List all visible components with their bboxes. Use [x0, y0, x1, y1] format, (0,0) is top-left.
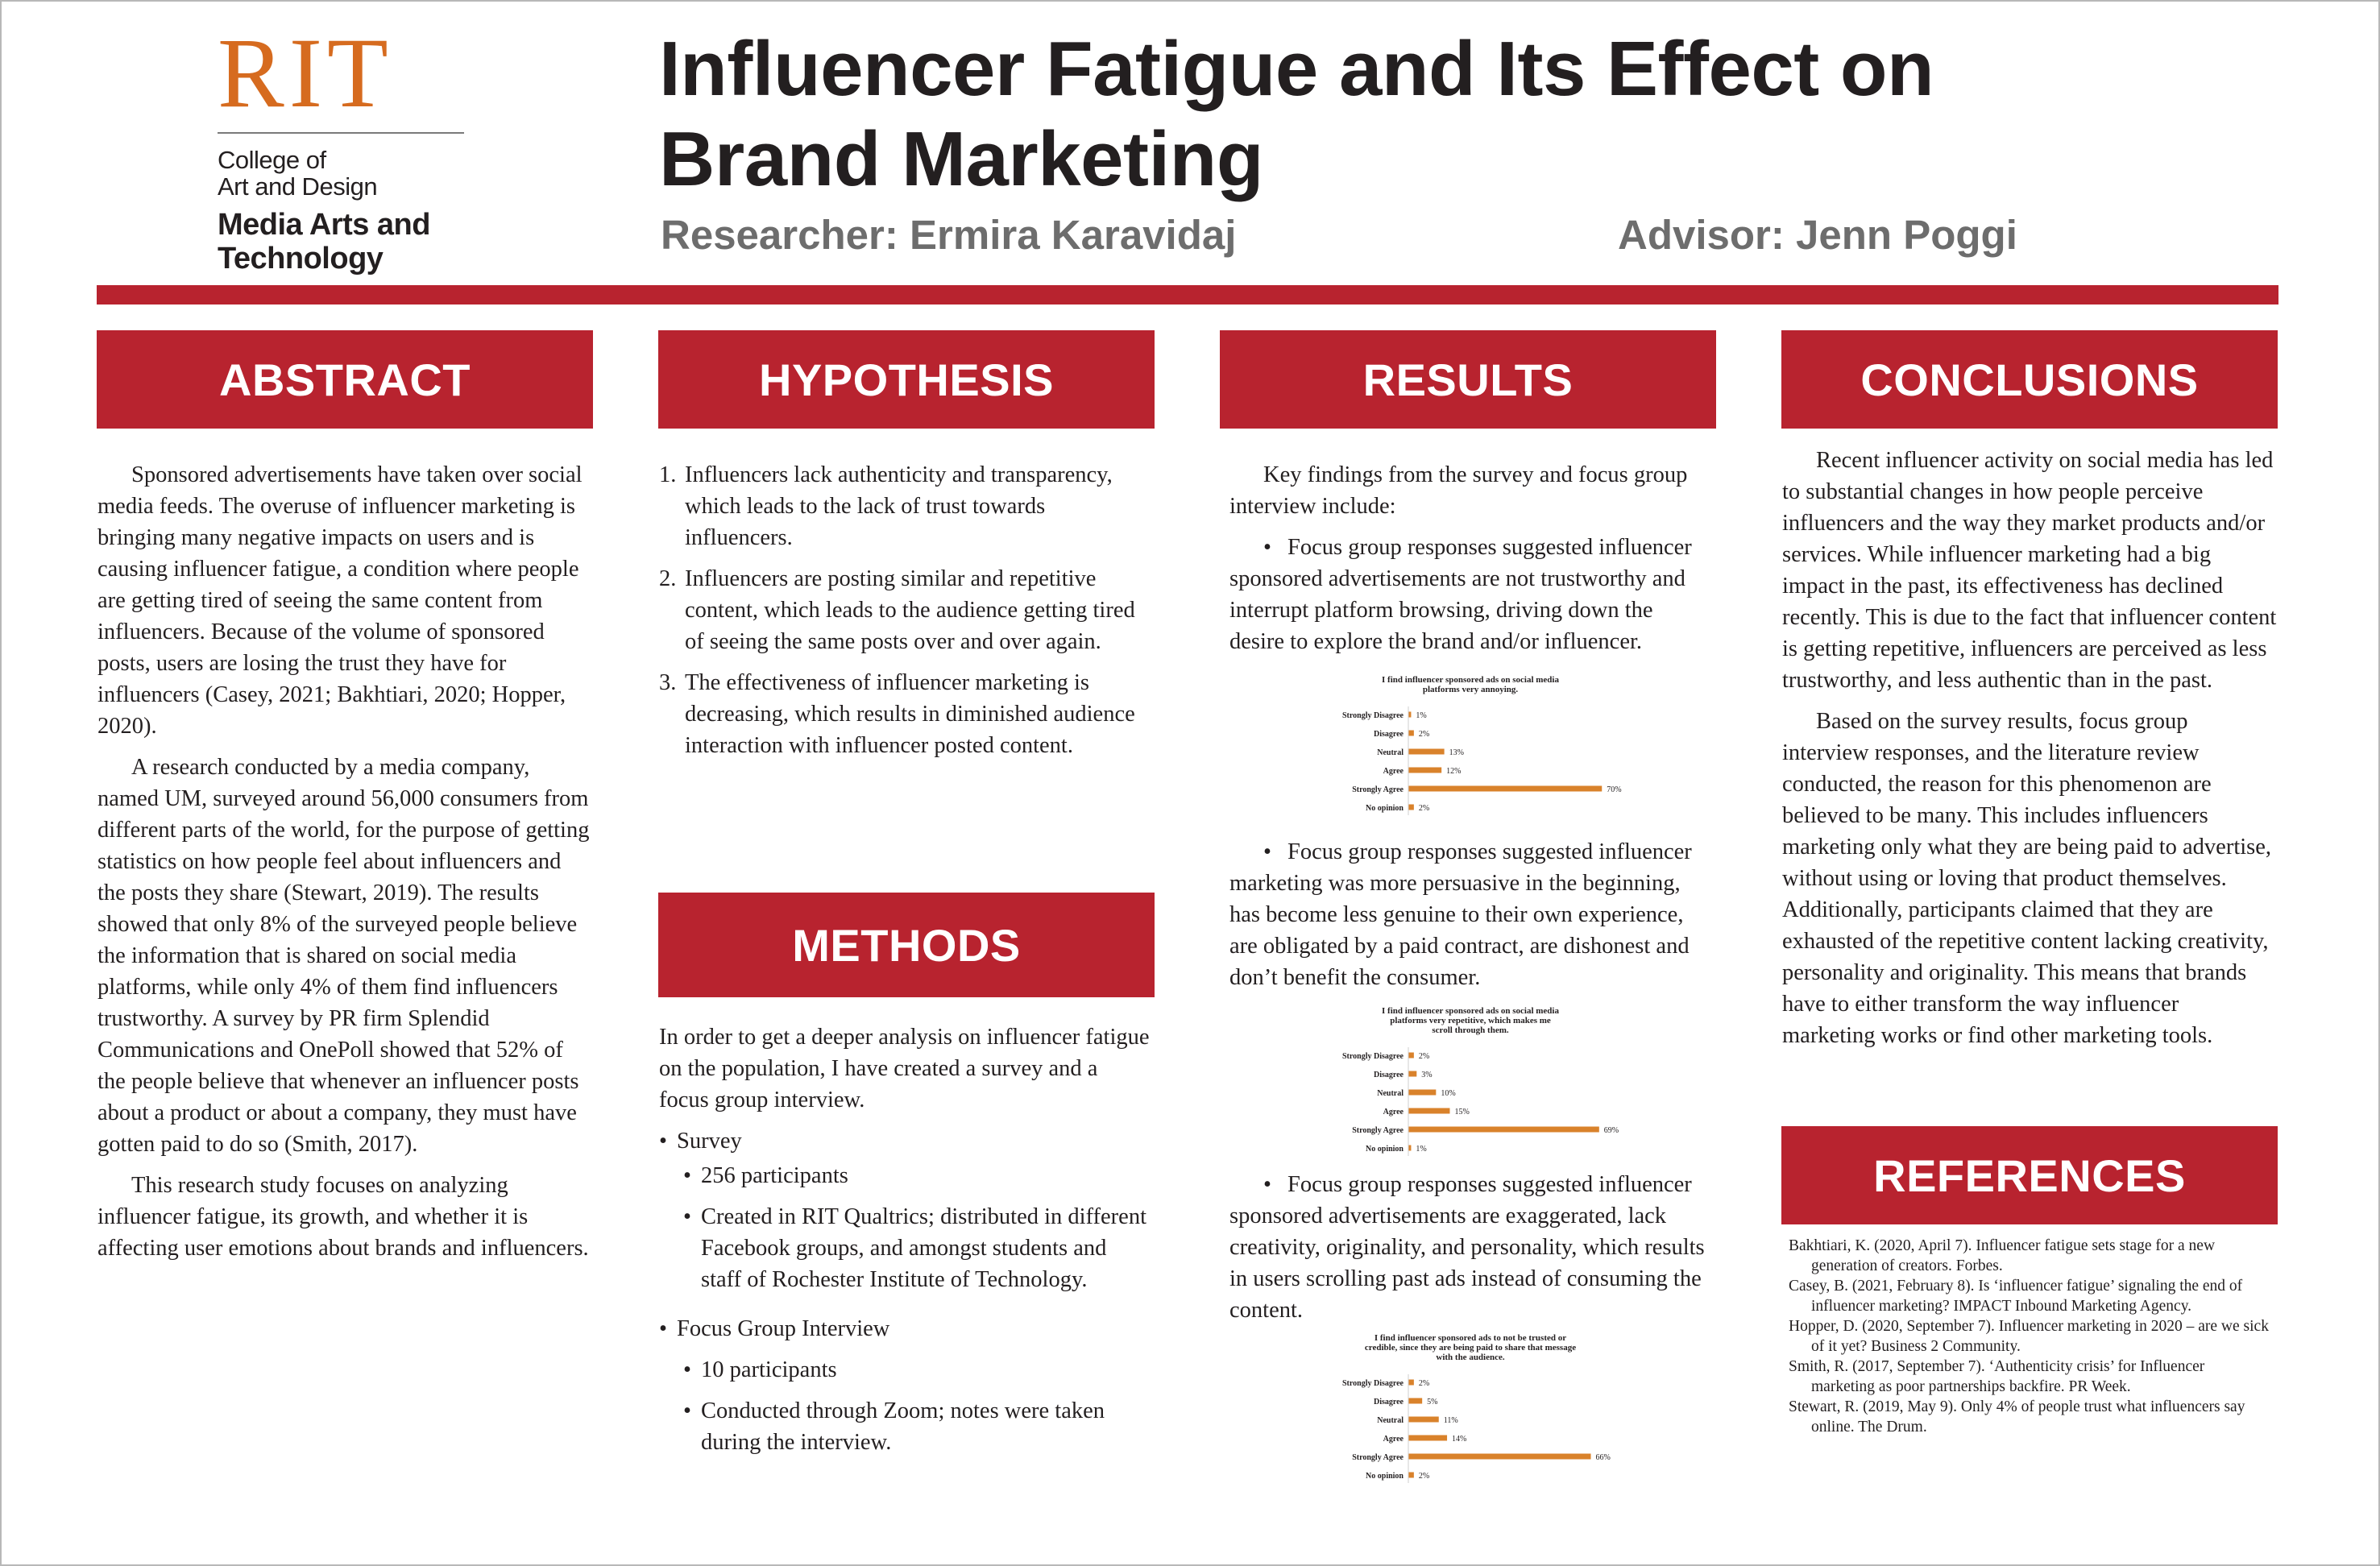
methods-focus-item-text: Conducted through Zoom; notes were taken during the interview. [701, 1398, 1105, 1455]
chart-category-label: Disagree [1373, 730, 1404, 739]
methods-focus-item [659, 1354, 1152, 1386]
chart-category-label: Neutral [1377, 1416, 1404, 1425]
chart-bar [1408, 1053, 1414, 1058]
references-list [1789, 1236, 2272, 1437]
results-block-3 [1229, 1169, 1713, 1336]
chart-bar [1408, 768, 1441, 773]
chart-bar [1408, 712, 1411, 718]
chart-value-label: 15% [1454, 1108, 1470, 1116]
chart-bar [1408, 805, 1414, 810]
chart-bar [1408, 1454, 1591, 1460]
methods-focus-item [659, 1395, 1152, 1458]
chart-value-label: 2% [1418, 1052, 1430, 1061]
hypothesis-text: Influencers lack authenticity and transparency, which leads to the lack of trust towards influencers. [685, 462, 1113, 550]
hypothesis-number: 3. [659, 670, 677, 695]
hypothesis-number: 1. [659, 462, 677, 487]
results-chart-1-svg [1321, 673, 1622, 826]
chart-bar [1408, 749, 1445, 755]
chart-category-label: No opinion [1366, 1472, 1404, 1481]
logo-divider [218, 132, 464, 134]
chart-category-label: No opinion [1366, 1145, 1404, 1154]
methods-focus-item-text: 10 participants [701, 1357, 837, 1382]
results-chart-3 [1321, 1331, 1619, 1492]
results-chart-2-svg [1321, 1004, 1619, 1165]
chart-bar [1408, 786, 1602, 792]
rit-logo [218, 18, 467, 276]
chart-bar [1408, 1436, 1447, 1441]
bullet-icon: • [1263, 535, 1271, 560]
chart-value-label: 10% [1441, 1089, 1456, 1098]
chart-category-label: Strongly Disagree [1341, 1379, 1404, 1388]
researcher-name: Researcher: Ermira Karavidaj [661, 212, 1237, 258]
abstract-paragraph-1: Sponsored advertisements have taken over social media feeds. The overuse of influencer marketing is bringing many negative impacts on users and is causing influencer fatigue, a condition where people are getting tired of seeing the same content from influencers. Because of the volume of sponsored posts, users are losing the trust they have for influencers (Casey, 2021; Bakhtiari, 2020; Hopper, 2020). [97, 462, 583, 739]
hypothesis-body [659, 459, 1152, 771]
header-divider-bar [97, 285, 2278, 304]
chart-value-label: 1% [1416, 1145, 1427, 1154]
bullet-icon: • [1263, 839, 1271, 864]
hypothesis-number: 2. [659, 566, 677, 591]
conclusions-body [1782, 445, 2277, 1061]
reference-item: Smith, R. (2017, September 7). ‘Authenticity crisis’ for Influencer marketing as poor partnerships backfire. PR Week. [1789, 1358, 2205, 1395]
methods-survey-label: Survey [677, 1129, 742, 1154]
reference-item: Casey, B. (2021, February 8). Is ‘influencer fatigue’ signaling the end of influencer marketing? IMPACT Inbound Marketing Agency. [1789, 1278, 2243, 1315]
chart-value-label: 66% [1595, 1453, 1611, 1462]
chart-category-label: Strongly Agree [1352, 1126, 1404, 1135]
chart-category-label: Neutral [1377, 748, 1404, 757]
chart-category-label: Disagree [1373, 1398, 1404, 1406]
conclusions-heading: CONCLUSIONS [1781, 330, 2278, 429]
results-chart-3-svg [1321, 1331, 1619, 1492]
chart-value-label: 69% [1603, 1126, 1619, 1135]
abstract-paragraph-3: This research study focuses on analyzing influencer fatigue, its growth, and whether it is affecting user emotions about brands and influencers. [97, 1173, 589, 1261]
poster-title-line1: Influencer Fatigue and Its Effect on [659, 26, 1934, 112]
chart-value-label: 2% [1418, 730, 1430, 739]
bullet-icon: • [1263, 1172, 1271, 1197]
chart-bar [1408, 1473, 1414, 1478]
chart-category-label: Agree [1383, 767, 1404, 776]
bullet-icon: • [683, 1204, 691, 1229]
hypothesis-text: The effectiveness of influencer marketing is decreasing, which results in diminished audience interaction with influencer posted content. [685, 670, 1135, 758]
chart-value-label: 2% [1418, 1472, 1430, 1481]
chart-value-label: 2% [1418, 804, 1430, 813]
logo-dept-line1: Media Arts and [218, 208, 430, 242]
logo-dept-line2: Technology [218, 242, 384, 276]
chart-value-label: 14% [1452, 1435, 1467, 1444]
chart-title-line: scroll through them. [1432, 1025, 1509, 1035]
references-heading: REFERENCES [1781, 1126, 2278, 1224]
hypothesis-list [659, 459, 1152, 761]
poster-title-line2: Brand Marketing [659, 116, 1263, 202]
chart-bar [1408, 1090, 1436, 1096]
chart-title-line: I find influencer sponsored ads to not be trusted or [1374, 1333, 1567, 1343]
hypothesis-item [659, 667, 1152, 761]
hypothesis-text: Influencers are posting similar and repetitive content, which leads to the audience getting tired of seeing the same posts over and over again. [685, 566, 1135, 654]
results-heading: RESULTS [1220, 330, 1716, 429]
results-chart-2 [1321, 1004, 1619, 1165]
chart-title-line: I find influencer sponsored ads on social media [1382, 1006, 1559, 1016]
chart-bar [1408, 1108, 1449, 1114]
results-finding-2 [1229, 836, 1713, 993]
hypothesis-heading: HYPOTHESIS [658, 330, 1155, 429]
hypothesis-item [659, 459, 1152, 553]
chart-bar [1408, 1071, 1416, 1077]
methods-survey-item-text: 256 participants [701, 1163, 848, 1188]
chart-bar [1408, 731, 1414, 736]
chart-value-label: 3% [1421, 1071, 1433, 1079]
chart-title-line: credible, since they are being paid to share that message [1364, 1343, 1577, 1353]
abstract-heading: ABSTRACT [97, 330, 593, 429]
chart-category-label: Strongly Agree [1352, 1453, 1404, 1462]
chart-category-label: Strongly Disagree [1341, 1052, 1404, 1061]
rit-wordmark: RIT [218, 18, 393, 128]
results-chart-1 [1321, 673, 1622, 826]
methods-focus-group [659, 1313, 1152, 1344]
abstract-body [97, 459, 594, 1274]
chart-value-label: 13% [1449, 748, 1464, 757]
results-finding-3 [1229, 1169, 1713, 1326]
bullet-icon: • [659, 1129, 667, 1154]
methods-intro: In order to get a deeper analysis on influencer fatigue on the population, I have created a survey and a focus group interview. [659, 1025, 1150, 1112]
results-block-2 [1229, 836, 1713, 1003]
abstract-paragraph-2: A research conducted by a media company, named UM, surveyed around 56,000 consumers from different parts of the world, for the purpose of getting statistics on how people feel about influencers and the posts they share (Stewart, 2019). The results showed that only 8% of the surveyed people believe the information that is shared on social media platforms, while only 4% of them find influencers trustworthy. A survey by PR firm Splendid Communications and OnePoll showed that 52% of the people believe that whenever an influencer posts about a product or about a company, they must have gotten paid to do so (Smith, 2017). [97, 755, 590, 1157]
advisor-name: Advisor: Jenn Poggi [1618, 212, 2017, 258]
poster-title [659, 24, 2319, 205]
chart-value-label: 5% [1427, 1398, 1438, 1406]
chart-value-label: 11% [1443, 1416, 1458, 1425]
chart-bar [1408, 1380, 1414, 1386]
chart-title-line: with the audience. [1436, 1353, 1505, 1362]
results-intro-block [1229, 459, 1713, 667]
chart-bar [1408, 1398, 1422, 1404]
chart-category-label: Agree [1383, 1108, 1404, 1116]
logo-college-line2: Art and Design [218, 172, 378, 201]
chart-value-label: 1% [1416, 711, 1427, 720]
chart-category-label: No opinion [1366, 804, 1404, 813]
chart-category-label: Strongly Agree [1352, 785, 1404, 794]
hypothesis-item [659, 563, 1152, 657]
chart-category-label: Neutral [1377, 1089, 1404, 1098]
reference-item: Bakhtiari, K. (2020, April 7). Influencer fatigue sets stage for a new generation of creators. Forbes. [1789, 1237, 2216, 1274]
chart-bar [1408, 1146, 1411, 1151]
chart-title-line: I find influencer sponsored ads on social media [1382, 675, 1559, 685]
chart-category-label: Disagree [1373, 1071, 1404, 1079]
chart-category-label: Agree [1383, 1435, 1404, 1444]
bullet-icon: • [659, 1316, 667, 1341]
methods-body [659, 1021, 1152, 1458]
chart-bar [1408, 1417, 1439, 1423]
methods-focus-label: Focus Group Interview [677, 1316, 890, 1341]
methods-survey-item [659, 1160, 1152, 1191]
chart-bar [1408, 1127, 1599, 1133]
chart-category-label: Strongly Disagree [1341, 711, 1404, 720]
methods-heading: METHODS [658, 893, 1155, 997]
chart-value-label: 70% [1607, 785, 1622, 794]
results-finding-text: Focus group responses suggested influencer sponsored advertisements are not trustworthy and interrupt platform browsing, driving down the desire to explore the brand and/or influencer. [1229, 535, 1692, 654]
logo-college-line1: College of [218, 146, 326, 174]
results-finding-text: Focus group responses suggested influencer marketing was more persuasive in the beginning, has become less genuine to their own experience, are obligated by a paid contract, are dishonest and don’t benefit the consumer. [1229, 839, 1692, 990]
conclusions-paragraph-1: Recent influencer activity on social media has led to substantial changes in how people perceive influencers and the way they market products and/or services. While influencer marketing had a big impact in the past, its effectiveness has declined recently. This is due to the fact that influencer content is getting repetitive, influencers are perceived as less trustworthy, and less authentic than in the past. [1782, 448, 2277, 693]
bullet-icon: • [683, 1163, 691, 1188]
chart-value-label: 12% [1446, 767, 1462, 776]
bullet-icon: • [683, 1357, 691, 1382]
conclusions-paragraph-2: Based on the survey results, focus group interview responses, and the literature review conducted, the reason for this phenomenon are believed to be many. This includes influencers marketing only what they are being paid to advertise, without using or loving that product themselves. Additionally, participants claimed that they are exhausted of the repetitive content lacking creativity, personality and originality. This means that brands have to either transform the way influencer marketing works or find other marketing tools. [1782, 709, 2272, 1048]
results-finding-text: Focus group responses suggested influencer sponsored advertisements are exaggerated, lack creativity, originality, and personality, which results in users scrolling past ads instead of consuming the content. [1229, 1172, 1705, 1323]
chart-value-label: 2% [1418, 1379, 1430, 1388]
reference-item: Hopper, D. (2020, September 7). Influencer marketing in 2020 – are we sick of it yet? Business 2 Community. [1789, 1318, 2269, 1355]
methods-survey-item [659, 1201, 1152, 1295]
results-finding-1 [1229, 532, 1713, 657]
chart-title-line: platforms very annoying. [1422, 685, 1519, 694]
reference-item: Stewart, R. (2019, May 9). Only 4% of people trust what influencers say online. The Drum. [1789, 1398, 2245, 1436]
methods-survey [659, 1125, 1152, 1157]
methods-survey-item-text: Created in RIT Qualtrics; distributed in different Facebook groups, and amongst students and staff of Rochester Institute of Technology. [701, 1204, 1146, 1292]
results-intro: Key findings from the survey and focus group interview include: [1229, 462, 1688, 519]
bullet-icon: • [683, 1398, 691, 1423]
chart-title-line: platforms very repetitive, which makes me [1390, 1016, 1551, 1025]
